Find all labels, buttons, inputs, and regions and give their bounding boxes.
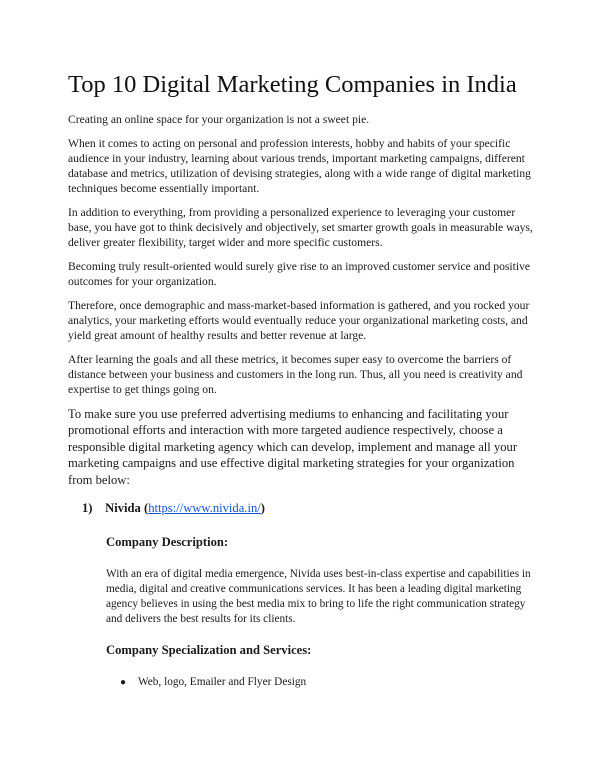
company-heading [82,500,534,516]
intro-paragraph: To make sure you use preferred advertising mediums to enhancing and facilitating your promotional efforts and interaction with more targeted audience respectively, choose a responsible digital marketing agency which can develop, implement and manage all your marketing campaigns and use effective digital marketing strategies for your organization from below: [68,407,518,487]
services-list [120,675,534,690]
open-paren: ( [144,501,149,516]
list-item [120,675,534,690]
services-heading: Company Specialization and Services: [106,643,312,658]
document-page [68,70,534,690]
close-paren: ) [260,501,265,516]
company-number: 1) [82,501,93,516]
paragraph: After learning the goals and all these metrics, it becomes super easy to overcome the barriers of distance between your business and customers in the long run. Thus, all you need is creativity and expertise to get things going on. [68,353,523,396]
company-name: Nivida [105,501,141,516]
bullet-icon: ● [120,677,127,689]
paragraph: Becoming truly result-oriented would surely give rise to an improved customer service and positive outcomes for your organization. [68,260,531,288]
paragraph: Therefore, once demographic and mass-market-based information is gathered, and you rocked your analytics, your marketing efforts would eventually reduce your organizational marketing costs, and yield great amount of healthy results and better revenue at large. [68,299,530,342]
page-title: Top 10 Digital Marketing Companies in India [68,71,517,98]
company-description: With an era of digital media emergence, Nivida uses best-in-class expertise and capabilities in media, digital and creative communications services. It has been a leading digital marketing agency believes in using the best media mix to bring to life the right communication strategy and delivers the best results for its clients. [106,568,531,626]
paragraph: In addition to everything, from providing a personalized experience to leveraging your customer base, you have got to think decisively and objectively, set smarter growth goals in measurable ways, deliver greater flexibility, target wider and more specific customers. [68,206,533,249]
paragraph: When it comes to acting on personal and profession interests, hobby and habits of your specific audience in your industry, learning about various trends, important marketing campaigns, different database and metrics, utilization of devising strategies, along with a wide range of digital marketing techniques become essentially important. [68,137,531,195]
paragraph: Creating an online space for your organization is not a sweet pie. [68,113,370,126]
service-label: Web, logo, Emailer and Flyer Design [138,676,307,689]
company-link[interactable]: https://www.nivida.in/ [148,501,261,516]
description-heading: Company Description: [106,535,229,550]
